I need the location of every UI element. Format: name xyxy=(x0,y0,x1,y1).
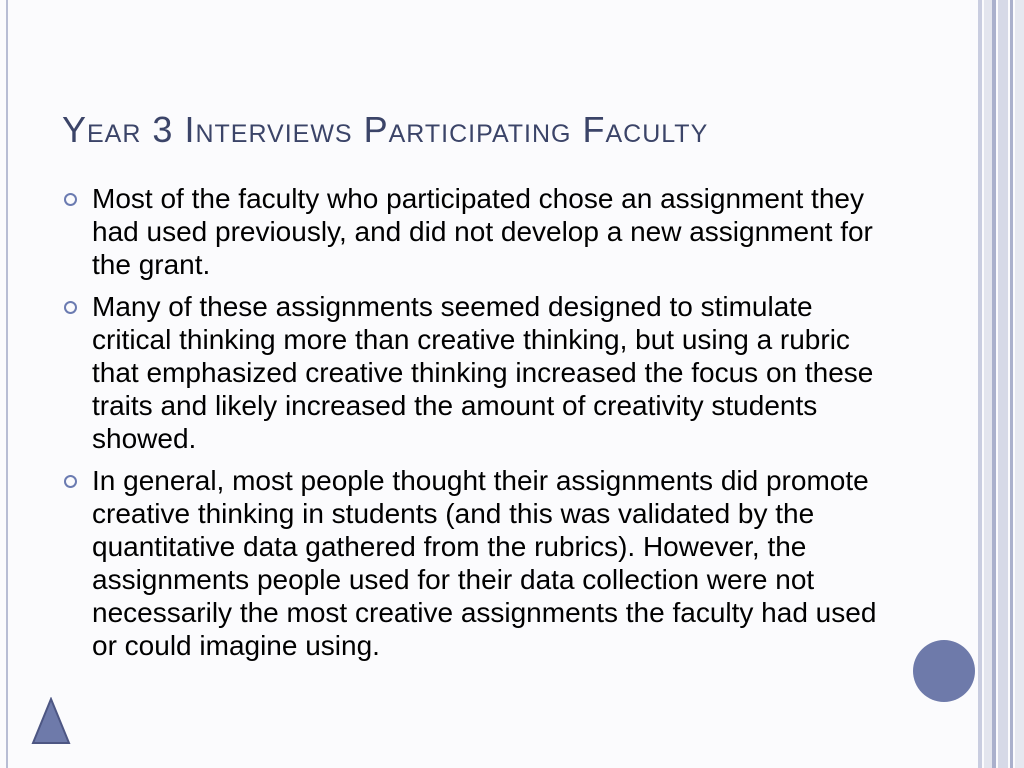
bullet-item xyxy=(62,290,882,455)
bullet-item xyxy=(62,464,882,662)
circle-icon xyxy=(913,640,975,702)
right-border-stripe xyxy=(1010,0,1013,768)
bullet-item xyxy=(62,182,882,281)
right-border-stripe xyxy=(992,0,996,768)
ring-bullet-icon xyxy=(64,193,77,206)
left-border-line xyxy=(6,0,8,768)
right-border-stripe xyxy=(978,0,982,768)
right-border-stripe xyxy=(984,0,992,768)
slide-title: Year 3 Interviews Participating Faculty xyxy=(62,109,709,150)
ring-bullet-icon xyxy=(64,475,77,488)
bullet-text: Many of these assignments seemed designed to stimulate critical thinking more than creative thinking, but using a rubric that emphasized creative thinking increased the focus on these traits and likely increased the amount of creativity students showed. xyxy=(92,291,874,454)
bullet-text: In general, most people thought their assignments did promote creative thinking in students (and this was validated by the quantitative data gathered from the rubrics). However, the assignments people used for their data collection were not necessarily the most creative assignments the faculty had used or could imagine using. xyxy=(92,465,877,661)
triangle-icon xyxy=(31,697,71,745)
right-border-stripe xyxy=(998,0,1008,768)
ring-bullet-icon xyxy=(64,301,77,314)
right-border-stripe xyxy=(1015,0,1024,768)
bullet-text: Most of the faculty who participated chose an assignment they had used previously, and did not develop a new assignment for the grant. xyxy=(92,183,873,280)
bullet-list xyxy=(62,182,882,671)
